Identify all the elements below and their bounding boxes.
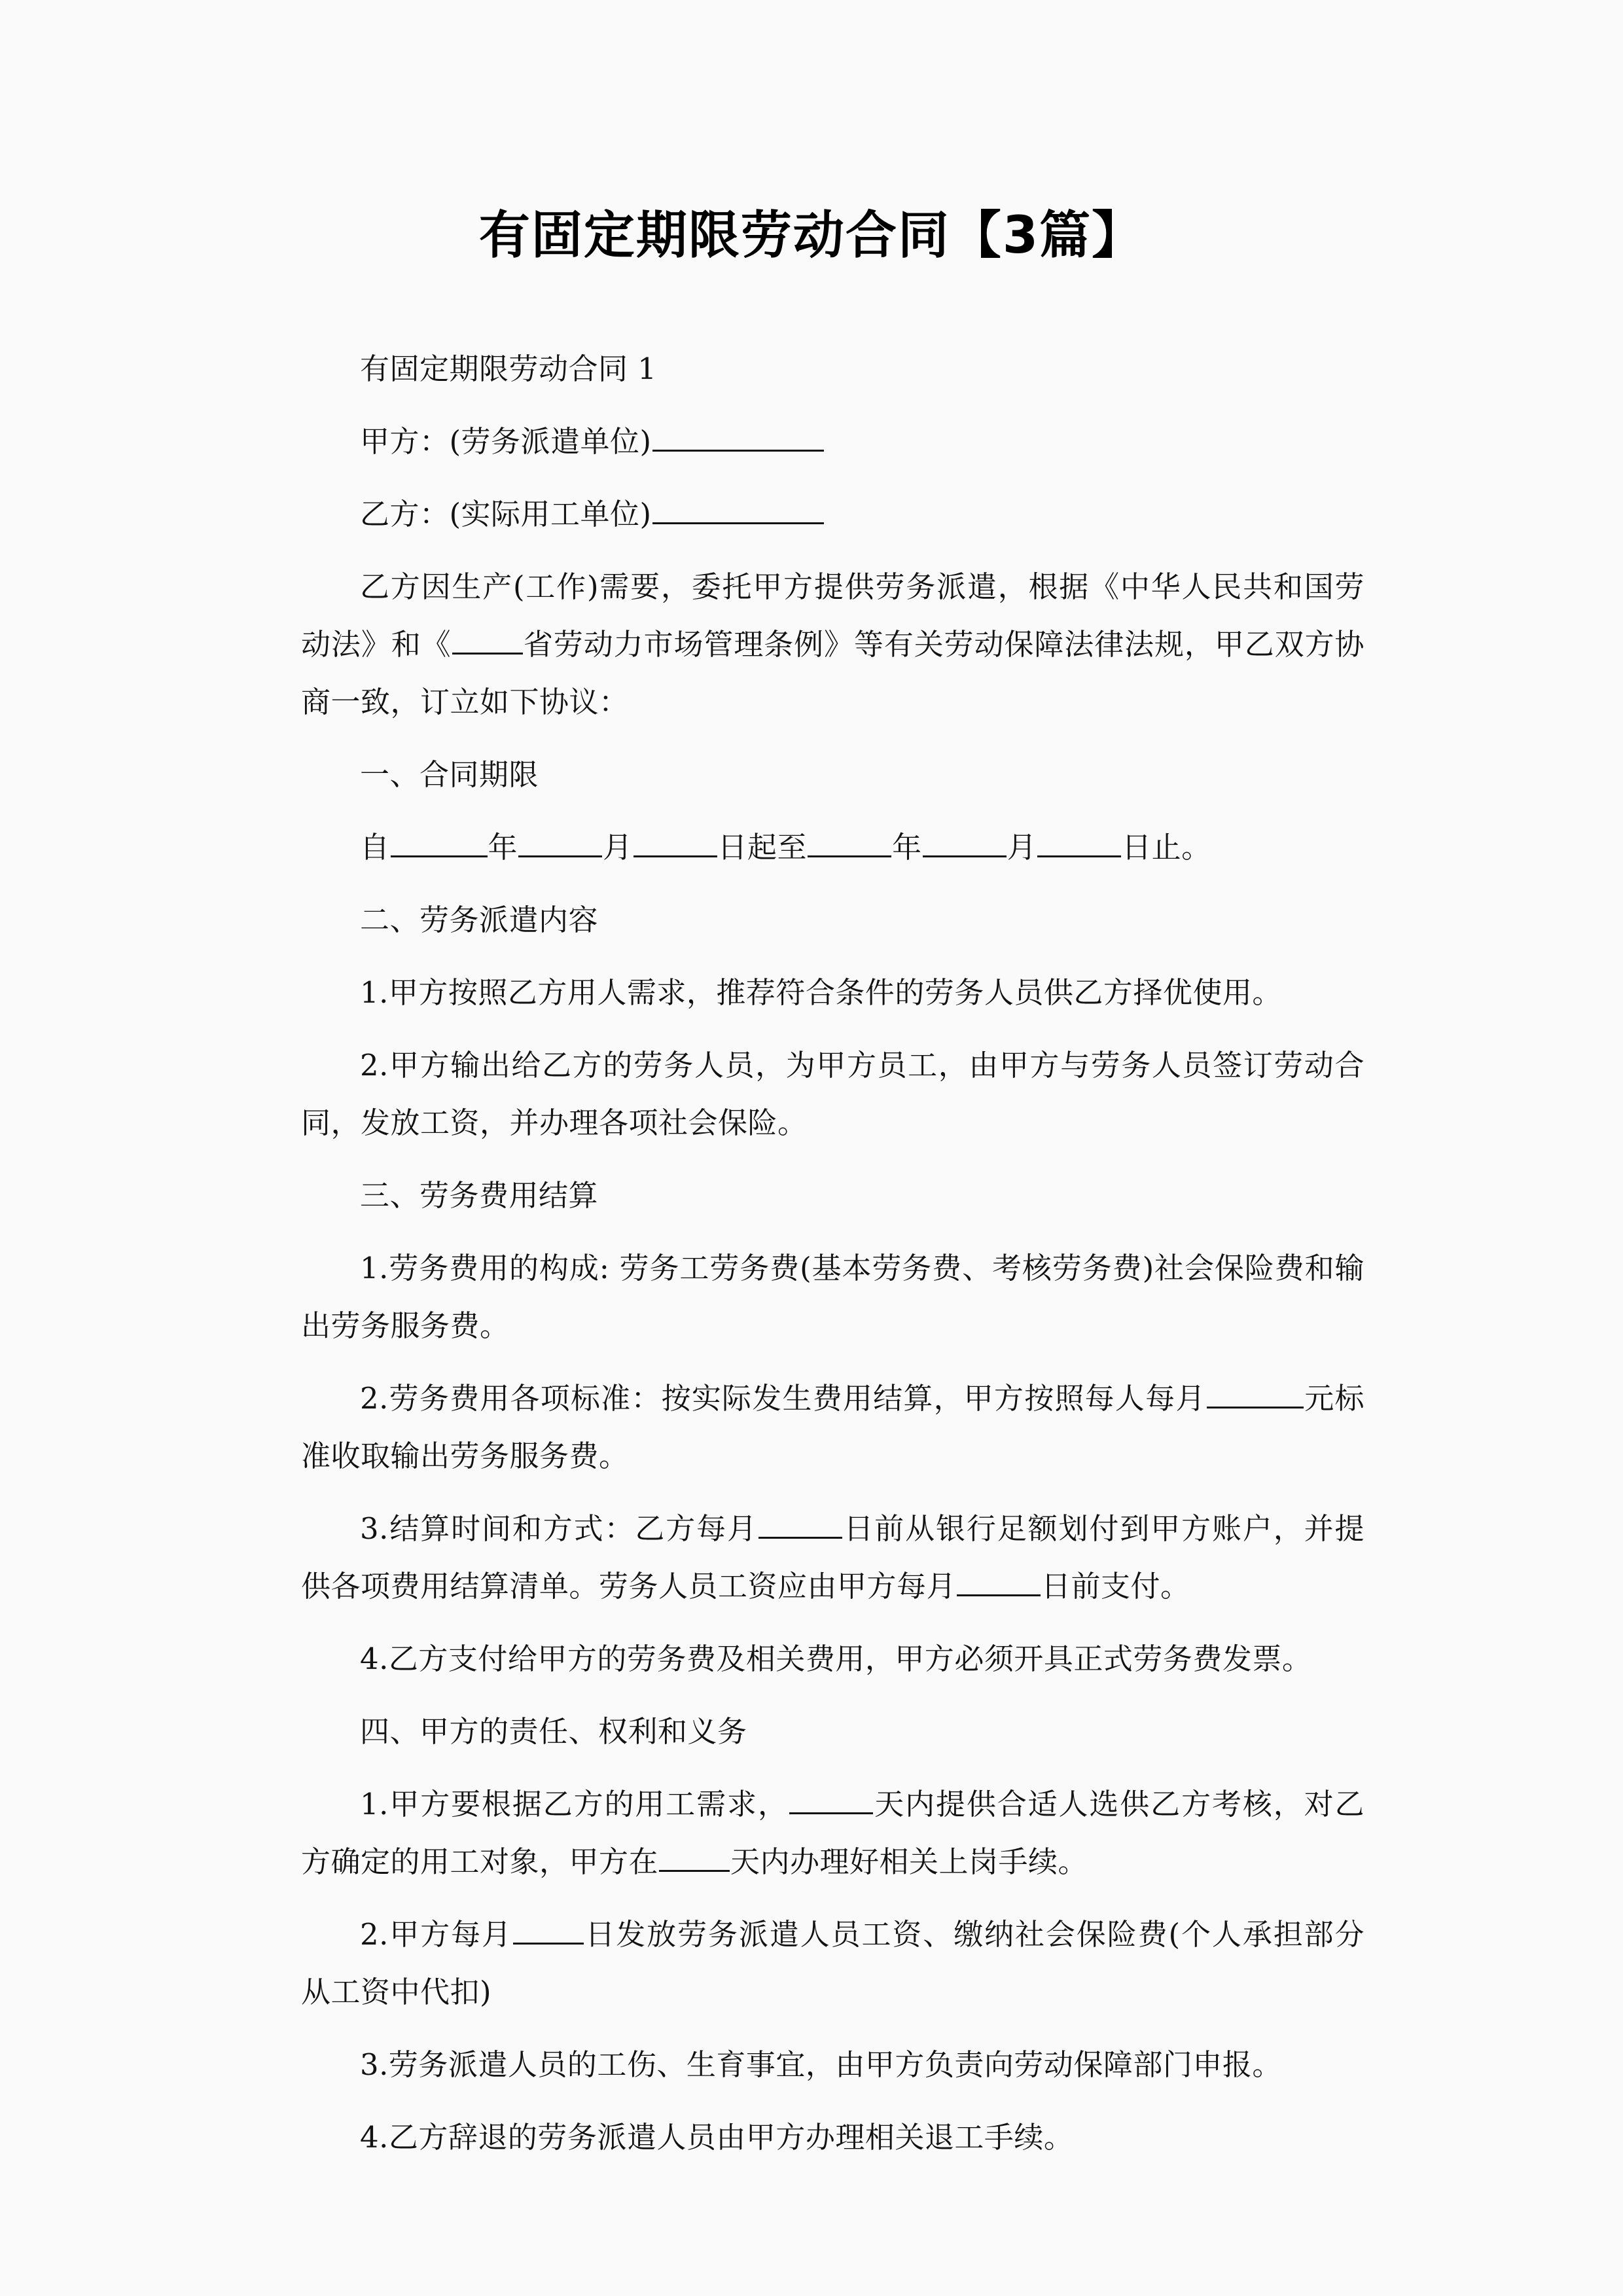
s4-item2-part-b: 日发放劳务派遣人员工资、缴纳社会保险费(个人承担部分从工资中代扣): [301, 1917, 1364, 2009]
s4-item1-part-c: 天内办理好相关上岗手续。: [730, 1844, 1088, 1879]
page-title: 有固定期限劳动合同【3篇】: [478, 206, 1145, 266]
section-4-item-4: 4.乙方辞退的劳务派遣人员由甲方办理相关退工手续。: [360, 2120, 1074, 2155]
s4-item1-part-a: 1.甲方要根据乙方的用工需求，: [360, 1787, 789, 1821]
section-4-item-3: 3.劳务派遣人员的工伤、生育事宜，由甲方负责向劳动保障部门申报。: [360, 2047, 1282, 2082]
province-blank[interactable]: [452, 626, 523, 655]
section-1-heading: 一、合同期限: [360, 757, 539, 792]
section-4-heading: 四、甲方的责任、权利和义务: [360, 1714, 747, 1749]
term-year1-blank[interactable]: [391, 829, 488, 857]
settlement-day-blank[interactable]: [758, 1510, 842, 1539]
section-3-item-2: [301, 1370, 1364, 1485]
preamble-paragraph: [301, 558, 1364, 731]
wage-pay-day-blank[interactable]: [957, 1568, 1041, 1596]
monthly-fee-blank[interactable]: [1207, 1380, 1304, 1408]
term-month1-blank[interactable]: [518, 829, 602, 857]
party-a-blank[interactable]: [652, 423, 824, 452]
party-b-label: 乙方：(实际用工单位): [360, 497, 652, 531]
term-start-label: 自: [360, 830, 390, 865]
candidate-days-blank[interactable]: [789, 1785, 873, 1814]
term-month2-blank[interactable]: [923, 829, 1007, 857]
preamble-part-1: 乙方因生产(工作)需要，委托甲方提供劳务派遣，根据《中华人民共和国劳动法》和《: [301, 569, 1364, 662]
section-3-item-3: [301, 1500, 1364, 1615]
section-4-item-1: [301, 1776, 1364, 1891]
s3-item2-part-b: 元标准收取输出劳务服务费。: [301, 1381, 1364, 1473]
section-heading-intro: 有固定期限劳动合同 1: [360, 351, 657, 386]
section-2-heading: 二、劳务派遣内容: [360, 903, 599, 937]
section-3-item-1: 1.劳务费用的构成: 劳务工劳务费(基本劳务费、考核劳务费)社会保险费和输出劳务服务费。: [301, 1251, 1364, 1343]
term-month2-label: 月: [1007, 830, 1037, 865]
preamble-part-2: 省劳动力市场管理条例》等有关劳动保障法律法规，甲乙双方协商一致，订立如下协议：: [301, 627, 1364, 719]
section-2-item-2: 2.甲方输出给乙方的劳务人员，为甲方员工，由甲方与劳务人员签订劳动合同，发放工资，并办理各项社会保险。: [301, 1048, 1364, 1140]
term-year2-label: 年: [892, 830, 922, 865]
term-month1-label: 月: [603, 830, 633, 865]
s3-item2-part-a: 2.劳务费用各项标准：按实际发生费用结算，甲方按照每人每月: [360, 1381, 1206, 1416]
party-a-label: 甲方：(劳务派遣单位): [360, 424, 652, 459]
onboarding-days-blank[interactable]: [659, 1843, 730, 1872]
term-day2-blank[interactable]: [1037, 829, 1121, 857]
section-2-item-1: 1.甲方按照乙方用人需求，推荐符合条件的劳务人员供乙方择优使用。: [360, 975, 1282, 1010]
s3-item3-part-a: 3.结算时间和方式：乙方每月: [360, 1511, 758, 1546]
s4-item1-part-b: 天内提供合适人选供乙方考核，对乙方确定的用工对象，甲方在: [301, 1787, 1364, 1879]
document-body: [301, 340, 1364, 2181]
party-a-line: [301, 413, 1364, 471]
s4-item2-part-a: 2.甲方每月: [360, 1917, 512, 1952]
section-4-item-2: [301, 1906, 1364, 2021]
section-3-heading: 三、劳务费用结算: [360, 1178, 599, 1213]
contract-term-line: [301, 819, 1364, 876]
term-day1-blank[interactable]: [633, 829, 717, 857]
party-b-line: [301, 486, 1364, 543]
term-year1-label: 年: [488, 830, 518, 865]
party-b-blank[interactable]: [652, 495, 824, 524]
term-day2-label: 日止。: [1122, 830, 1211, 865]
term-year2-blank[interactable]: [808, 829, 891, 857]
payroll-day-blank[interactable]: [513, 1916, 584, 1945]
s3-item3-part-b: 日前从银行足额划付到甲方账户，并提供各项费用结算清单。劳务人员工资应由甲方每月: [301, 1511, 1364, 1604]
term-day1-label: 日起至: [717, 830, 808, 865]
s3-item3-part-c: 日前支付。: [1041, 1569, 1190, 1604]
section-3-item-4: 4.乙方支付给甲方的劳务费及相关费用，甲方必须开具正式劳务费发票。: [360, 1641, 1312, 1676]
